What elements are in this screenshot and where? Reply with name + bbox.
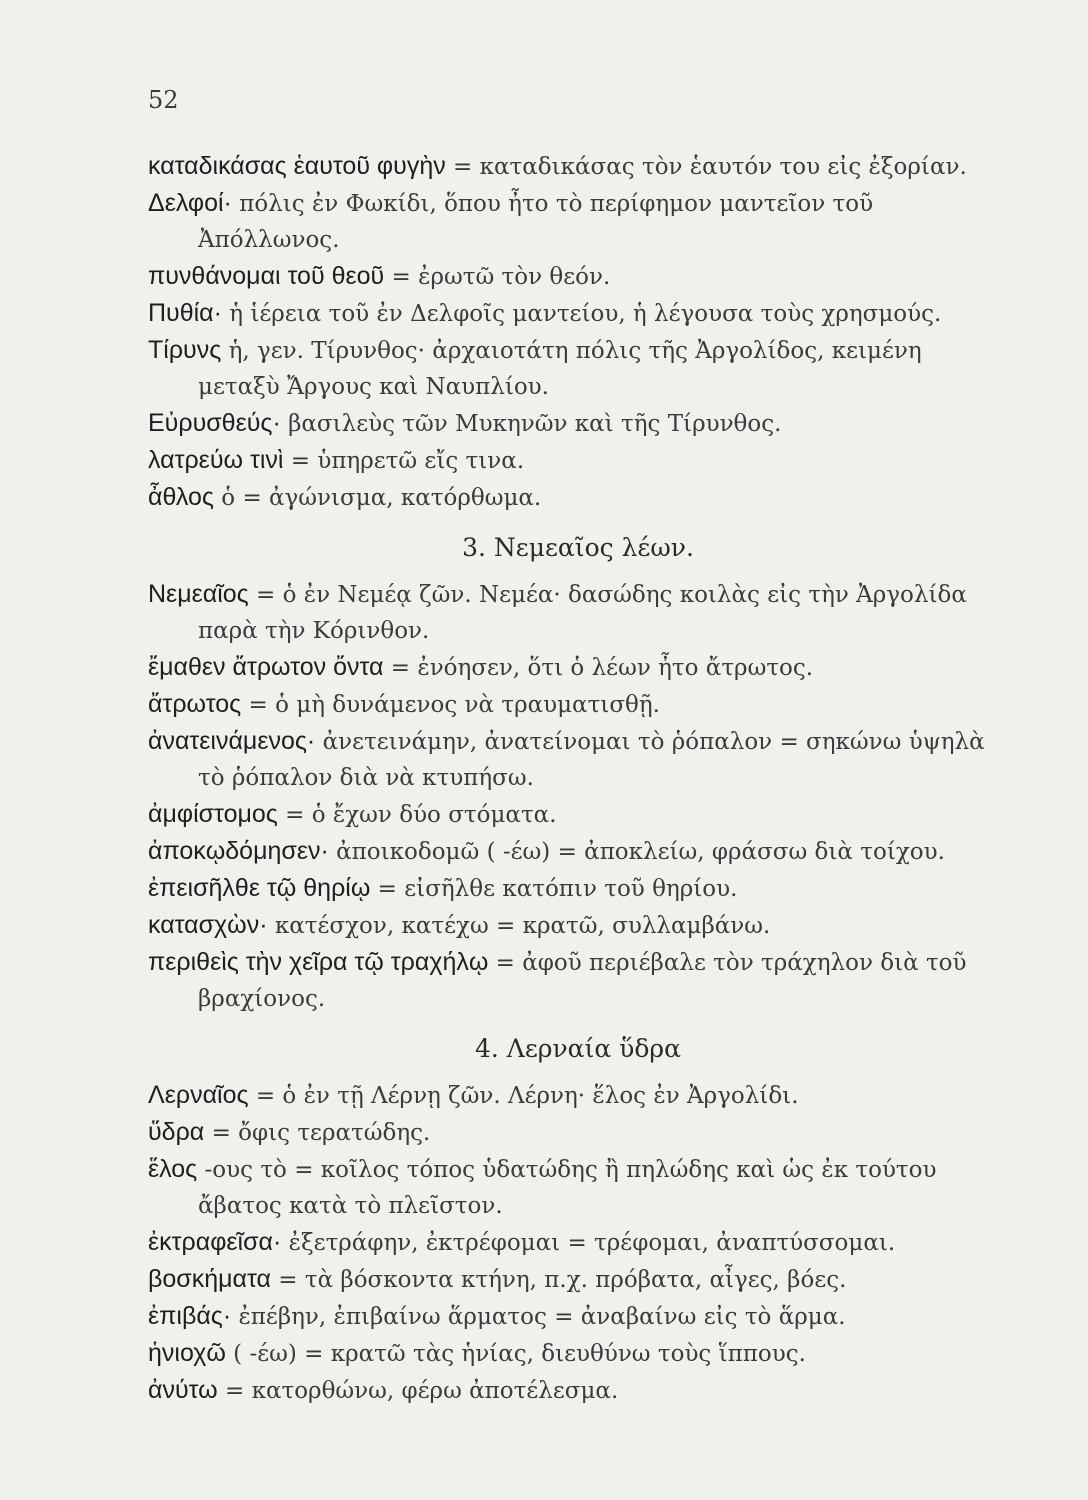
page-number: 52: [148, 86, 179, 114]
entry-definition: ἐξετράφην, ἐκτρέφομαι = τρέφομαι, ἀναπτύσσομαι.: [281, 1230, 896, 1256]
entry-definition: = εἰσῆλθε κατόπιν τοῦ θηρίου.: [370, 876, 738, 902]
entry-term: ἀμφίστομος: [148, 800, 278, 828]
entry-definition: ἀνετεινάμην, ἀνατείνομαι τὸ ῥόπαλον = σηκώνω ὑψηλὰ τὸ ῥόπαλον διὰ νὰ κτυπήσω.: [198, 729, 985, 791]
entry-term: ἀποκῳδόμησεν·: [148, 837, 329, 865]
entry-term: Τίρυνς: [148, 336, 222, 364]
entry-definition: = καταδικάσας τὸν ἑαυτόν του εἰς ἐξορίαν.: [445, 154, 967, 180]
glossary-entry: [148, 944, 1008, 1017]
entry-term: πυνθάνομαι τοῦ θεοῦ: [148, 262, 385, 290]
glossary-entry: [148, 907, 1008, 944]
glossary-block-1: [148, 148, 1008, 516]
glossary-entry: [148, 576, 1008, 649]
glossary-entry: [148, 1077, 1008, 1114]
entry-definition: ἐπέβην, ἐπιβαίνω ἅρματος = ἀναβαίνω εἰς τὸ ἅρμα.: [231, 1304, 846, 1330]
entry-definition: -ους τὸ = κοῖλος τόπος ὑδατώδης ἢ πηλώδης καὶ ὡς ἐκ τούτου ἄβατος κατὰ τὸ πλεῖστον.: [197, 1157, 937, 1219]
entry-definition: ἡ, γεν. Τίρυνθος· ἀρχαιοτάτη πόλις τῆς Ἀργολίδος, κειμένη μεταξὺ Ἄργους καὶ Ναυπλίου.: [198, 338, 922, 400]
entry-term: ὕδρα: [148, 1118, 205, 1146]
glossary-entry: [148, 649, 1008, 686]
entry-term: ἄτρωτος: [148, 690, 242, 718]
entry-term: καταδικάσας ἑαυτοῦ φυγὴν: [148, 152, 446, 180]
glossary-entry: [148, 870, 1008, 907]
glossary-entry: [148, 1114, 1008, 1151]
section-title: 4. Λερναία ὕδρα: [474, 1034, 682, 1063]
entry-term: Πυθία·: [148, 299, 222, 327]
glossary-entry: [148, 1298, 1008, 1335]
glossary-entry: [148, 833, 1008, 870]
entry-definition: = ἀφοῦ περιέβαλε τὸν τράχηλον διὰ τοῦ βραχίονος.: [198, 950, 967, 1012]
glossary: [148, 148, 1008, 1409]
entry-definition: = ὁ μὴ δυνάμενος νὰ τραυματισθῇ.: [241, 692, 660, 718]
entry-definition: ( -έω) = κρατῶ τὰς ἡνίας, διευθύνω τοὺς ἵππους.: [225, 1341, 806, 1367]
entry-term: ἐπιβάς·: [148, 1302, 232, 1330]
entry-definition: = κατορθώνω, φέρω ἀποτέλεσμα.: [217, 1378, 619, 1404]
entry-term: ἡνιοχῶ: [148, 1339, 226, 1367]
glossary-entry: [148, 1335, 1008, 1372]
glossary-entry: [148, 1261, 1008, 1298]
entry-term: Δελφοί·: [148, 189, 232, 217]
glossary-entry: [148, 258, 1008, 295]
entry-term: ἀνατεινάμενος·: [148, 727, 316, 755]
glossary-entry: [148, 148, 1008, 185]
entry-term: κατασχὼν·: [148, 911, 268, 939]
glossary-entry: [148, 1151, 1008, 1224]
glossary-entry: [148, 796, 1008, 833]
entry-definition: ὁ = ἀγώνισμα, κατόρθωμα.: [213, 485, 542, 511]
entry-term: βοσκήματα: [148, 1265, 271, 1293]
entry-definition: = ὁ ἐν τῇ Λέρνῃ ζῶν. Λέρνη· ἕλος ἐν Ἀργολίδι.: [248, 1083, 799, 1109]
glossary-entry: [148, 686, 1008, 723]
glossary-entry: [148, 479, 1008, 516]
entry-term: ἐπεισῆλθε τῷ θηρίῳ: [148, 874, 371, 902]
entry-term: ἀνύτω: [148, 1376, 218, 1404]
entry-term: ἔμαθεν ἄτρωτον ὄντα: [148, 653, 384, 681]
entry-term: ἐκτραφεῖσα·: [148, 1228, 282, 1256]
entry-term: περιθεὶς τὴν χεῖρα τῷ τραχήλῳ: [148, 948, 489, 976]
glossary-entry: [148, 1224, 1008, 1261]
entry-definition: πόλις ἐν Φωκίδι, ὅπου ἦτο τὸ περίφημον μαντεῖον τοῦ Ἀπόλλωνος.: [198, 191, 874, 253]
entry-definition: = ὄφις τερατώδης.: [204, 1120, 431, 1146]
entry-definition: = τὰ βόσκοντα κτήνη, π.χ. πρόβατα, αἶγες, βόες.: [270, 1267, 847, 1293]
entry-term: λατρεύω τινὶ: [148, 446, 284, 474]
entry-term: Εὐρυσθεύς·: [148, 409, 281, 437]
entry-definition: ἀποικοδομῶ ( -έω) = ἀποκλείω, φράσσω διὰ τοίχου.: [328, 839, 945, 865]
section-title: 3. Νεμεαῖος λέων.: [462, 533, 694, 562]
entry-definition: = ἐνόησεν, ὅτι ὁ λέων ἦτο ἄτρωτος.: [383, 655, 814, 681]
entry-term: Νεμεαῖος: [148, 580, 249, 608]
entry-term: Λερναῖος: [148, 1081, 249, 1109]
glossary-entry: [148, 332, 1008, 405]
glossary-entry: [148, 185, 1008, 258]
glossary-entry: [148, 442, 1008, 479]
glossary-entry: [148, 405, 1008, 442]
entry-term: ἆθλος: [148, 483, 214, 511]
glossary-entry: [148, 1372, 1008, 1409]
entry-definition: = ὁ ἐν Νεμέᾳ ζῶν. Νεμέα· δασώδης κοιλὰς εἰς τὴν Ἀργολίδα παρὰ τὴν Κόρινθον.: [198, 582, 967, 644]
entry-definition: κατέσχον, κατέχω = κρατῶ, συλλαμβάνω.: [267, 913, 771, 939]
glossary-block-3: [148, 1077, 1008, 1409]
glossary-block-2: [148, 576, 1008, 1017]
glossary-entry: [148, 295, 1008, 332]
glossary-entry: [148, 723, 1008, 796]
entry-term: ἕλος: [148, 1155, 198, 1183]
entry-definition: = ἐρωτῶ τὸν θεόν.: [384, 264, 611, 290]
entry-definition: = ὑπηρετῶ εἴς τινα.: [283, 448, 525, 474]
entry-definition: βασιλεὺς τῶν Μυκηνῶν καὶ τῆς Τίρυνθος.: [280, 411, 782, 437]
entry-definition: = ὁ ἔχων δύο στόματα.: [277, 802, 557, 828]
entry-definition: ἡ ἱέρεια τοῦ ἐν Δελφοῖς μαντείου, ἡ λέγουσα τοὺς χρησμούς.: [221, 301, 942, 327]
